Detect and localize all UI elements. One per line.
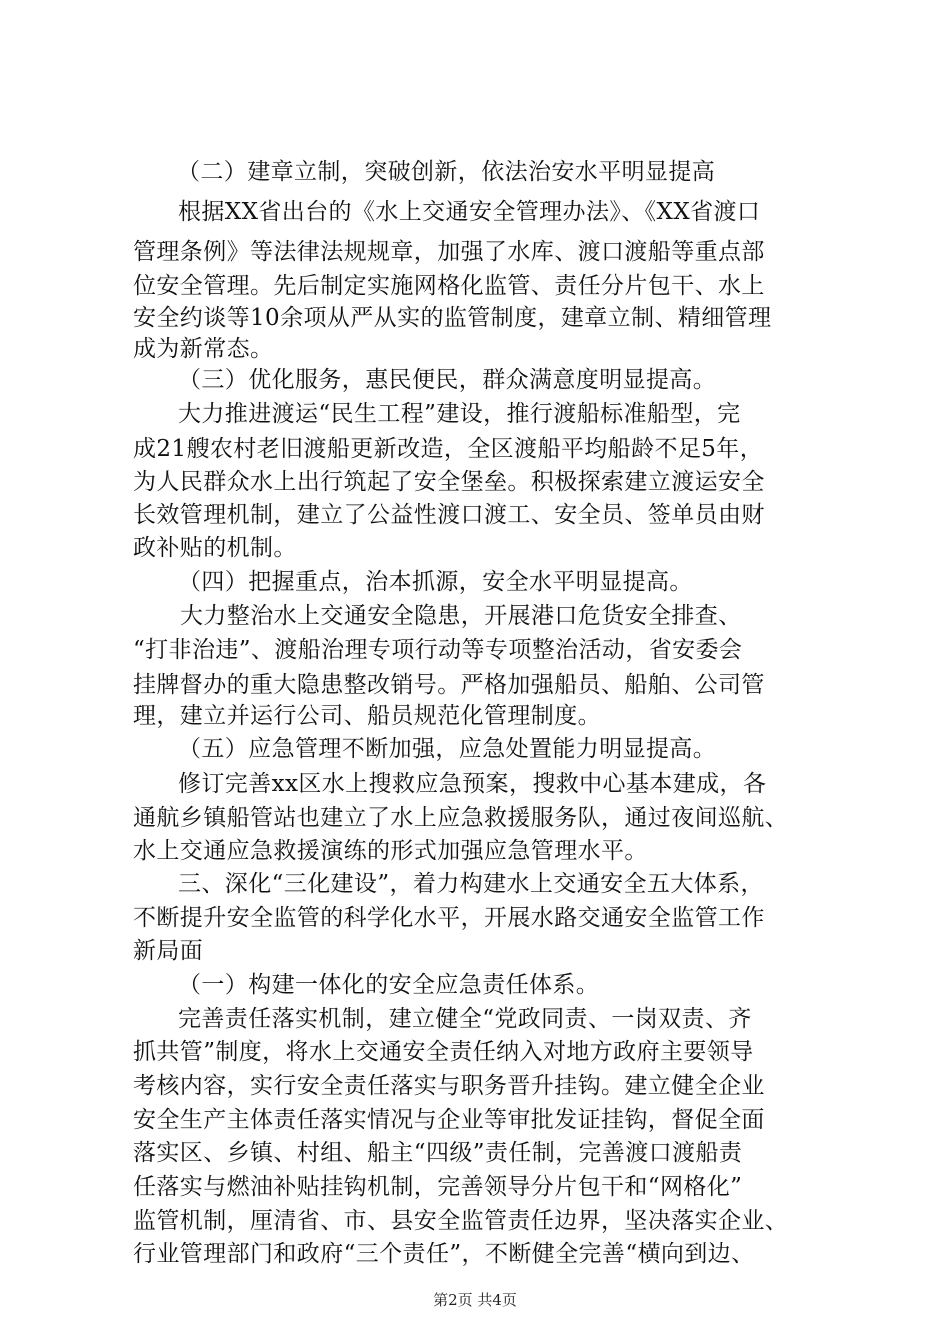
body-line: 监管机制，厘清省、市、县安全监管责任边界，坚决落实企业、 xyxy=(133,1208,789,1234)
page-footer: 第2页 共4页 xyxy=(433,1291,517,1309)
body-line: 修订完善xx区水上搜救应急预案，搜救中心基本建成，各 xyxy=(178,771,767,797)
body-line: 抓共管”制度，将水上交通安全责任纳入对地方政府主要领导 xyxy=(133,1039,754,1065)
section-heading-3-cont: 新局面 xyxy=(133,938,204,964)
body-line: 管理条例》等法律法规规章，加强了水库、渡口渡船等重点部 xyxy=(133,239,765,265)
body-line: 水上交通应急救援演练的形式加强应急管理水平。 xyxy=(133,838,648,864)
body-line: 根据XX省出台的《水上交通安全管理办法》、《XX省渡口 xyxy=(178,199,761,225)
body-line: 行业管理部门和政府“三个责任”，不断健全完善“横向到边、 xyxy=(133,1241,755,1267)
body-line: 大力整治水上交通安全隐患，开展港口危货安全排查、 xyxy=(180,603,742,629)
body-line: 长效管理机制，建立了公益性渡口渡工、安全员、签单员由财 xyxy=(133,502,765,528)
section-heading-3: 三、深化“三化建设”，着力构建水上交通安全五大体系， xyxy=(178,871,764,897)
body-line: 任落实与燃油补贴挂钩机制，完善领导分片包干和“网格化” xyxy=(133,1174,743,1200)
body-line: 为人民群众水上出行筑起了安全堡垒。积极探索建立渡运安全 xyxy=(133,469,765,495)
body-line: 安全约谈等10余项从严从实的监管制度，建章立制、精细管理 xyxy=(133,305,772,331)
subheading-4: （四）把握重点，治本抓源，安全水平明显提高。 xyxy=(178,569,693,595)
body-line: 大力推进渡运“民生工程”建设，推行渡船标准船型，完 xyxy=(178,401,741,427)
body-line: 成为新常态。 xyxy=(133,336,274,362)
body-line: 落实区、乡镇、村组、船主“四级”责任制，完善渡口渡船责 xyxy=(133,1140,743,1166)
body-line: 成21艘农村老旧渡船更新改造，全区渡船平均船龄不足5年， xyxy=(133,436,764,462)
section-heading-3-cont: 不断提升安全监管的科学化水平，开展水路交通安全监管工作 xyxy=(133,905,765,931)
subheading-3: （三）优化服务，惠民便民，群众满意度明显提高。 xyxy=(178,367,717,393)
body-line: “打非治违”、渡船治理专项行动等专项整治活动，省安委会 xyxy=(133,637,743,663)
body-line: 政补贴的机制。 xyxy=(133,535,297,561)
body-line: 安全生产主体责任落实情况与企业等审批发证挂钩，督促全面 xyxy=(133,1107,765,1133)
body-line: 理，建立并运行公司、船员规范化管理制度。 xyxy=(133,703,601,729)
body-line: 考核内容，实行安全责任落实与职务晋升挂钩。建立健全企业 xyxy=(133,1073,765,1099)
subheading-1: （一）构建一体化的安全应急责任体系。 xyxy=(178,972,600,998)
body-line: 挂牌督办的重大隐患整改销号。严格加强船员、船舶、公司管 xyxy=(133,672,765,698)
body-line: 通航乡镇船管站也建立了水上应急救援服务队，通过夜间巡航、 xyxy=(133,805,789,831)
subheading-2: （二）建章立制，突破创新，依法治安水平明显提高 xyxy=(177,159,716,185)
subheading-5: （五）应急管理不断加强，应急处置能力明显提高。 xyxy=(178,736,717,762)
body-line: 完善责任落实机制，建立健全“党政同责、一岗双责、齐 xyxy=(178,1006,752,1032)
body-line: 位安全管理。先后制定实施网格化监管、责任分片包干、水上 xyxy=(133,273,765,299)
